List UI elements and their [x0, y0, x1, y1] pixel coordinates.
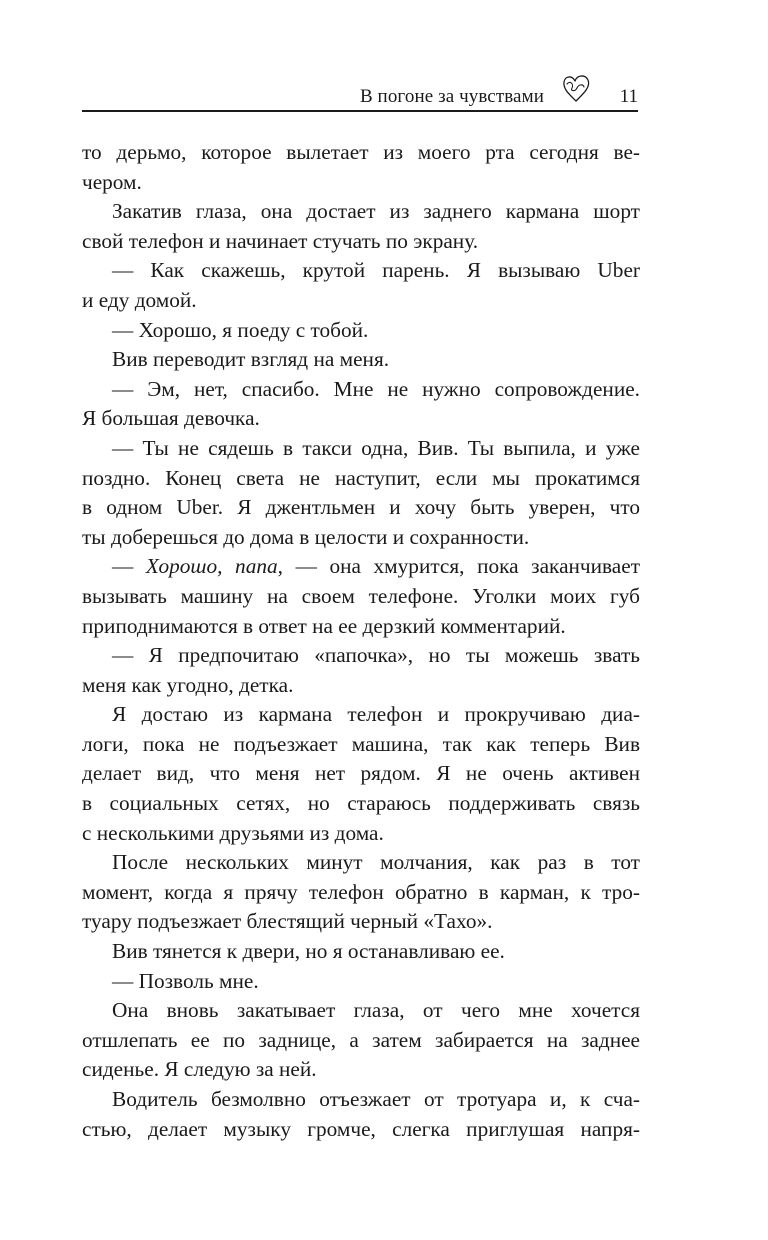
text-line: — Хорошо, я поеду с тобой.	[112, 317, 369, 342]
text-line: Вив переводит взгляд на меня.	[112, 347, 390, 372]
text-line: момент, когда я прячу телефон обратно в карман, к тро-	[82, 879, 640, 904]
running-title: В погоне за чувствами	[359, 86, 544, 107]
dash-prefix: —	[112, 554, 146, 579]
text-line: с несколькими друзьями из дома.	[82, 820, 384, 845]
header-rule	[82, 110, 638, 112]
text-line: сиденье. Я следую за ней.	[82, 1057, 317, 1082]
text-line: отшлепать ее по заднице, а затем забирается на заднее	[82, 1027, 640, 1052]
text-line: — Эм, нет, спасибо. Мне не нужно сопровождение.	[112, 376, 640, 401]
text-line: делает вид, что меня нет рядом. Я не очень активен	[82, 761, 640, 786]
text-line: Закатив глаза, она достает из заднего кармана шорт	[112, 199, 640, 224]
text-line: меня как угодно, детка.	[82, 672, 294, 697]
running-header	[82, 82, 638, 112]
body-text	[82, 138, 640, 1144]
italic-phrase: Хорошо, папа	[145, 554, 278, 579]
text-line: — Ты не сядешь в такси одна, Вив. Ты выпила, и уже	[112, 435, 640, 460]
text-line: После нескольких минут молчания, как раз в тот	[112, 850, 640, 875]
page-number: 11	[619, 86, 638, 107]
text-line: Я достаю из кармана телефон и прокручиваю диа-	[112, 702, 640, 727]
text-line: и еду домой.	[82, 287, 197, 312]
text-line: поздно. Конец света не наступит, если мы прокатимся	[82, 465, 640, 490]
text-line: Вив тянется к двери, но я останавливаю ее.	[112, 939, 505, 964]
text-line: логи, пока не подъезжает машина, так как теперь Вив	[82, 731, 640, 756]
text-line: в социальных сетях, но стараюсь поддерживать связь	[82, 791, 640, 816]
text-line: туару подъезжает блестящий черный «Тахо».	[82, 909, 493, 934]
text-line: стью, делает музыку громче, слегка приглушая напря-	[82, 1116, 640, 1141]
text-line: чером.	[82, 169, 142, 194]
text-line: — Я предпочитаю «папочка», но ты можешь звать	[112, 643, 640, 668]
text-line	[82, 552, 640, 582]
line-suffix: , — она хмурится, пока заканчивает	[277, 554, 641, 579]
text-line: Она вновь закатывает глаза, от чего мне хочется	[112, 998, 640, 1023]
text-line: в одном Uber. Я джентльмен и хочу быть уверен, что	[82, 495, 640, 520]
text-line: Я большая девочка.	[82, 406, 260, 431]
heart-doodle-icon	[560, 72, 592, 104]
text-line: свой телефон и начинает стучать по экрану.	[82, 228, 479, 253]
text-line: Водитель безмолвно отъезжает от тротуара и, к сча-	[112, 1087, 640, 1111]
text-line: ты доберешься до дома в целости и сохранности.	[82, 524, 530, 549]
text-line: — Позволь мне.	[112, 968, 259, 993]
text-line: — Как скажешь, крутой парень. Я вызываю Uber	[112, 258, 640, 283]
text-line: вызывать машину на своем телефоне. Уголки моих губ	[82, 583, 640, 608]
text-line: приподнимаются в ответ на ее дерзкий комментарий.	[82, 613, 566, 638]
text-line: то дерьмо, которое вылетает из моего рта сегодня ве-	[82, 140, 640, 164]
